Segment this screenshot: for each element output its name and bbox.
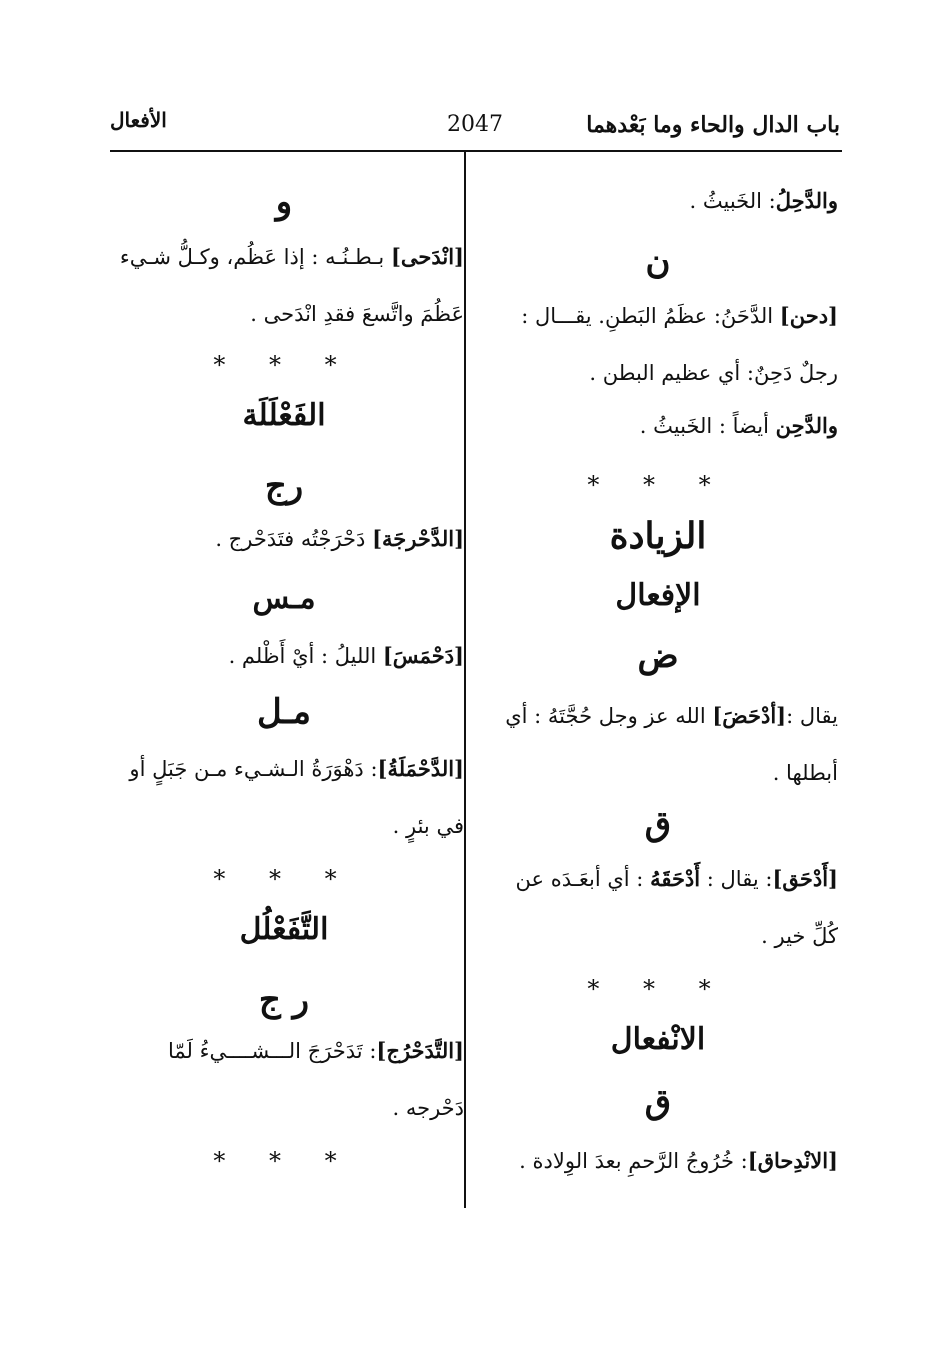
definition: الدَّحَنُ: عظَمُ البَطنِ. يقـــال : bbox=[521, 304, 780, 328]
root-letter-ms: مـس bbox=[252, 581, 316, 616]
entry-adhaq bbox=[478, 850, 838, 965]
headword: [دحن] bbox=[779, 303, 838, 328]
headword: [التَّدَحْرُج] bbox=[376, 1038, 464, 1063]
headword: والدَّحِن bbox=[775, 413, 838, 438]
entry-adhad bbox=[478, 687, 838, 802]
entry-dahin bbox=[478, 397, 838, 455]
entry-dahmala bbox=[104, 740, 464, 855]
section-separator: * * * bbox=[587, 975, 729, 1003]
headword: [دَحْمَسَ] bbox=[382, 643, 464, 668]
entry-indihaq bbox=[478, 1132, 838, 1190]
definition-cont: في بئرٍ . bbox=[392, 814, 464, 838]
root-letter-rj: رج bbox=[264, 466, 304, 506]
page-number: 2047 bbox=[447, 112, 503, 137]
chapter-title: باب الدال والحاء وما بَعْدهما bbox=[586, 112, 840, 138]
headword: [الدَّحْرجَة] bbox=[372, 526, 464, 551]
root-letter-n: ن bbox=[645, 242, 671, 282]
subsection-heading-infial: الانْفعال bbox=[610, 1022, 706, 1057]
definition: دَحْرَجْتُه فتَدَحْرج . bbox=[215, 527, 373, 551]
root-letter-ml: مـل bbox=[257, 692, 311, 732]
entry-dahraja bbox=[104, 510, 464, 568]
root-letter-d: ض bbox=[637, 636, 679, 676]
definition: : يقال : bbox=[700, 867, 773, 891]
headword: [انْدَحى] bbox=[390, 244, 464, 269]
section-separator: * * * bbox=[213, 351, 355, 379]
section-separator: * * * bbox=[213, 1147, 355, 1175]
definition: الله عز وجل حُجَّتَهُ : أي bbox=[505, 704, 713, 728]
definition: الليلُ : أيْ أَظْلم . bbox=[228, 644, 383, 668]
definition: بـطـنُـه : إذا عَظُم، وكـلُّ شـيء bbox=[119, 245, 391, 269]
entry-indaha bbox=[104, 228, 464, 343]
root-letter-q: ق bbox=[644, 1082, 672, 1122]
definition-cont: عَظُمَ واتَّسعَ فقدِ انْدَحى . bbox=[250, 302, 464, 326]
entry-dahn bbox=[478, 287, 838, 402]
definition-cont: رجلٌ دَحِنٌ: أي عظيم البطن . bbox=[589, 361, 838, 385]
headword: [أدْحَضَ] bbox=[712, 703, 787, 728]
page-header bbox=[110, 100, 840, 146]
definition: أيضاً : الخَبيثُ . bbox=[639, 414, 776, 438]
headword: [أَدْحَق] bbox=[772, 866, 838, 891]
section-heading-tafalul: التَّفَعْلُل bbox=[239, 912, 329, 947]
column-divider bbox=[464, 152, 466, 1208]
definition: : تَدَحْرَجَ الـــشــــيءُ لَمّا bbox=[167, 1039, 377, 1063]
entry-dahil bbox=[478, 172, 838, 230]
headword: [الدَّحْمَلَةُ] bbox=[377, 756, 464, 781]
entry-tadahruj bbox=[104, 1022, 464, 1137]
entry-dahmas bbox=[104, 627, 464, 685]
section-title: الأفعال bbox=[110, 108, 167, 132]
section-separator: * * * bbox=[213, 865, 355, 893]
root-letter-w: و bbox=[275, 182, 293, 222]
root-letter-rj: ر ج bbox=[258, 980, 310, 1020]
definition-cont: أبطلها . bbox=[772, 761, 838, 785]
subsection-heading-ifal: الإفعال bbox=[615, 578, 701, 613]
headword: والدَّحِلُ bbox=[775, 188, 838, 213]
definition: : خُرُوجُ الرَّحمِ بعدَ الوِلادة . bbox=[519, 1149, 748, 1173]
section-separator: * * * bbox=[587, 471, 729, 499]
definition-cont: دَحْرجه . bbox=[392, 1096, 464, 1120]
header-rule bbox=[110, 150, 842, 152]
section-heading-falala: الفَعْلَلَة bbox=[242, 398, 326, 433]
section-heading-ziyada: الزيادة bbox=[609, 515, 707, 557]
headword: [الانْدِحاق] bbox=[747, 1148, 838, 1173]
intro: يقال : bbox=[786, 704, 838, 728]
definition-cont: كُلِّ خير . bbox=[761, 924, 838, 948]
definition: : الخَبيثُ . bbox=[689, 189, 776, 213]
headword-2: أَدْحَقَهُ bbox=[650, 866, 701, 891]
definition: : دَهْوَرَةُ الـشـيء مـن جَبَلٍ أو bbox=[129, 757, 378, 781]
root-letter-q: ق bbox=[644, 804, 672, 844]
definition-2: : أي أبعَـدَه عن bbox=[515, 867, 651, 891]
